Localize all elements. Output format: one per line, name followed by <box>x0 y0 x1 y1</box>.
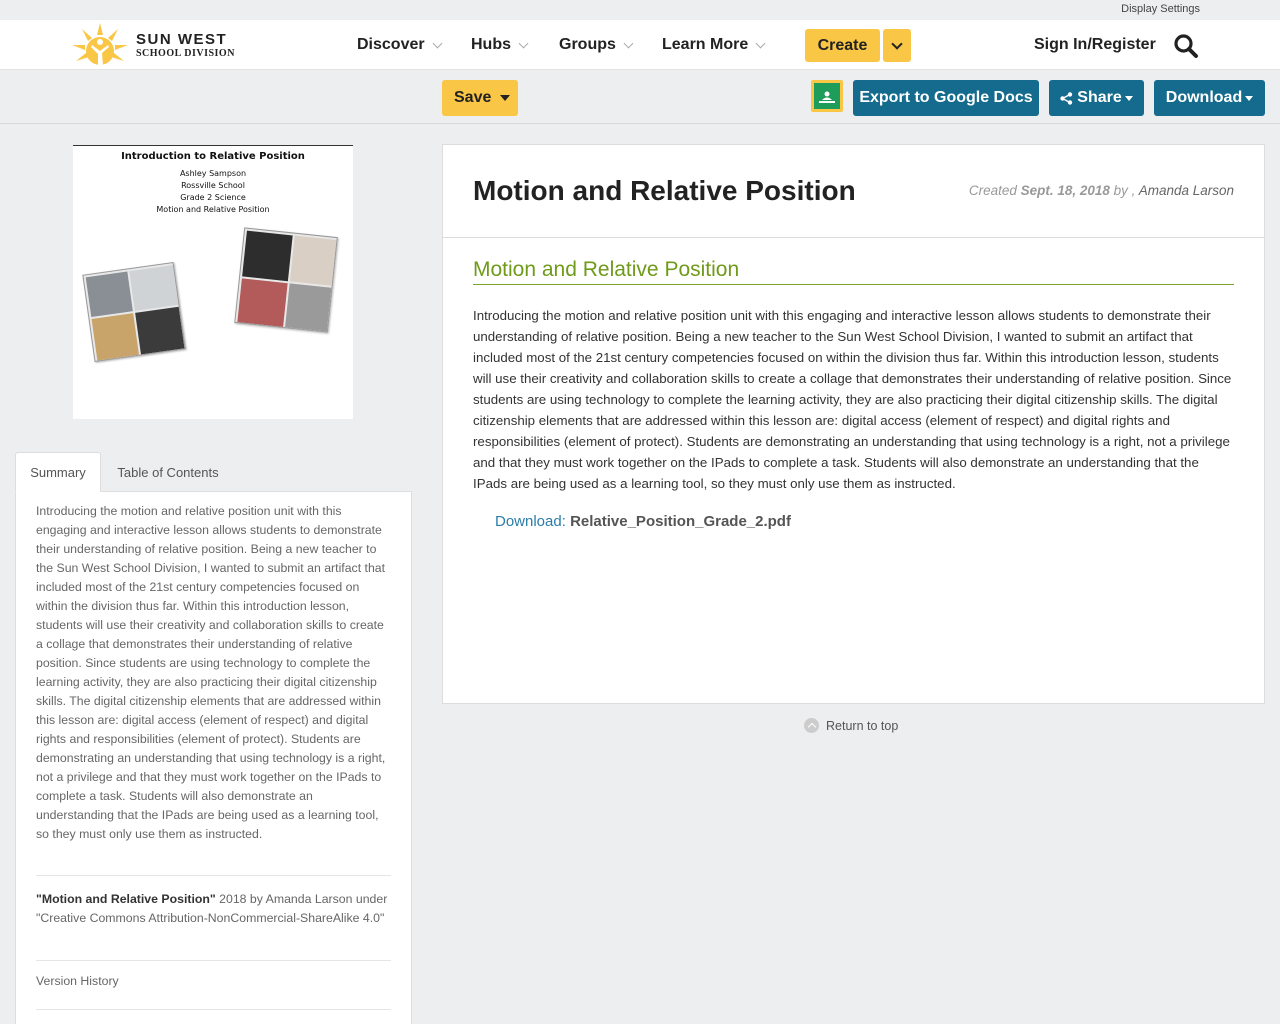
logo-title: SUN WEST <box>136 30 228 48</box>
download-button[interactable] <box>1154 80 1265 116</box>
display-settings-link[interactable]: Display Settings <box>1121 3 1200 15</box>
tab-summary[interactable]: Summary <box>15 452 101 492</box>
nav-learn-more-label: Learn More <box>662 36 749 53</box>
google-classroom-icon[interactable] <box>811 80 843 112</box>
caret-down-icon <box>500 95 510 101</box>
version-history-link[interactable]: Version History <box>36 974 119 988</box>
tab-table-of-contents[interactable]: Table of Contents <box>117 464 219 480</box>
cover-line: Rossville School <box>181 181 245 190</box>
author-link[interactable]: Amanda Larson <box>1138 183 1234 198</box>
chevron-down-icon <box>891 38 902 49</box>
license-title: "Motion and Relative Position" <box>36 892 216 906</box>
arrow-up-circle-icon <box>804 718 819 733</box>
logo-subtitle: SCHOOL DIVISION <box>136 47 235 59</box>
return-to-top-link[interactable] <box>804 718 898 733</box>
nav-hubs[interactable] <box>471 20 527 70</box>
nav-hubs-label: Hubs <box>471 36 511 53</box>
cover-line: Grade 2 Science <box>180 193 246 202</box>
save-button[interactable] <box>442 80 518 116</box>
summary-text: Introducing the motion and relative position unit with this engaging and interactive lesson allows students to demonstrate their understanding of relative position. Being a new teacher to the Sun West School Division, I wanted to submit an artifact that included most of the 21st century competencies focused on within the division thus far. Within this introduction lesson, students will use their creativity and collaboration skills to create a collage that demonstrates their understanding of relative position. Since students are using technology to complete the learning activity, they are also practicing their digital citizenship skills. The digital citizenship elements that are addressed within this lesson are: digital access (element of respect) and digital rights and responsibilities (element of protect). Students are demonstrating an understanding that using technology is a right, not a privilege and that they must work together on the IPads to complete a task. Students will also demonstrate an understanding that the IPads are being used as a learning tool, so they must only use them as instructed. <box>36 504 386 841</box>
nav-learn-more[interactable] <box>662 20 764 70</box>
license-text: 2018 by Amanda Larson under "Creative Commons Attribution-NonCommercial-ShareAlike 4.0" <box>36 892 388 925</box>
caret-down-icon <box>1245 96 1253 101</box>
main-navbar <box>0 20 1280 70</box>
meta-by-label: by , <box>1109 183 1139 198</box>
meta-created-label: Created <box>968 183 1021 198</box>
search-icon[interactable] <box>1173 33 1199 59</box>
chevron-down-icon <box>432 38 442 48</box>
download-label: Download: <box>495 513 566 530</box>
resource-action-bar <box>0 71 1280 124</box>
divider <box>36 1009 391 1010</box>
cover-line: Ashley Sampson <box>179 169 247 178</box>
create-dropdown-toggle[interactable] <box>883 29 911 62</box>
sun-logo-icon <box>70 21 130 69</box>
cover-line: Motion and Relative Position <box>156 205 270 214</box>
download-button-label: Download <box>1165 89 1243 106</box>
meta-date: Sept. 18, 2018 <box>1020 183 1110 198</box>
cover-title: Introduction to Relative Position <box>121 151 305 162</box>
resource-cover-image <box>73 145 353 419</box>
share-button-label: Share <box>1077 89 1122 106</box>
nav-discover[interactable] <box>357 20 441 70</box>
divider <box>36 875 391 876</box>
divider <box>443 237 1264 238</box>
divider <box>36 960 391 961</box>
nav-discover-label: Discover <box>357 36 425 53</box>
share-button[interactable] <box>1049 80 1144 116</box>
create-button[interactable]: Create <box>805 29 880 62</box>
save-button-label: Save <box>454 89 492 106</box>
nav-groups-label: Groups <box>559 36 616 53</box>
share-icon <box>1060 92 1073 105</box>
sidebar-summary-panel <box>15 491 412 1024</box>
collage-photo <box>82 262 185 362</box>
resource-body-text: Introducing the motion and relative position unit with this engaging and interactive lesson allows students to demonstrate their understanding of relative position. Being a new teacher to the Sun West School Division, I wanted to submit an artifact that included most of the 21st century competencies focused on within the division thus far. Within this introduction lesson, students will use their creativity and collaboration skills to create a collage that demonstrates their understanding of relative position. Since students are using technology to complete the learning activity, they are also practicing their digital citizenship skills. The digital citizenship elements that are addressed within this lesson are: digital access (element of respect) and digital rights and responsibilities (element of protect). Students are demonstrating an understanding that using technology is a right, not a privilege and that they must work together on the IPads to complete a task. Students will also demonstrate an understanding that the IPads are being used as a learning tool, so they must only use them as instructed. <box>473 308 1232 491</box>
collage-photo <box>234 227 338 332</box>
return-to-top-label: Return to top <box>826 718 899 733</box>
created-meta <box>969 183 1234 198</box>
section-title: Motion and Relative Position <box>473 258 1234 285</box>
sign-in-register-link[interactable]: Sign In/Register <box>1034 36 1156 53</box>
download-file-link[interactable] <box>495 513 791 530</box>
license-attribution <box>36 890 391 928</box>
utility-bar <box>0 0 1280 20</box>
caret-down-icon <box>1125 96 1133 101</box>
resource-content-card <box>442 144 1265 704</box>
site-logo[interactable] <box>70 20 235 70</box>
chevron-down-icon <box>756 38 766 48</box>
sidebar-tabs <box>15 452 412 492</box>
chevron-down-icon <box>519 38 529 48</box>
page-title: Motion and Relative Position <box>473 175 856 206</box>
chevron-down-icon <box>623 38 633 48</box>
nav-groups[interactable] <box>559 20 632 70</box>
export-google-docs-button[interactable]: Export to Google Docs <box>853 80 1039 116</box>
download-filename: Relative_Position_Grade_2.pdf <box>570 513 791 530</box>
